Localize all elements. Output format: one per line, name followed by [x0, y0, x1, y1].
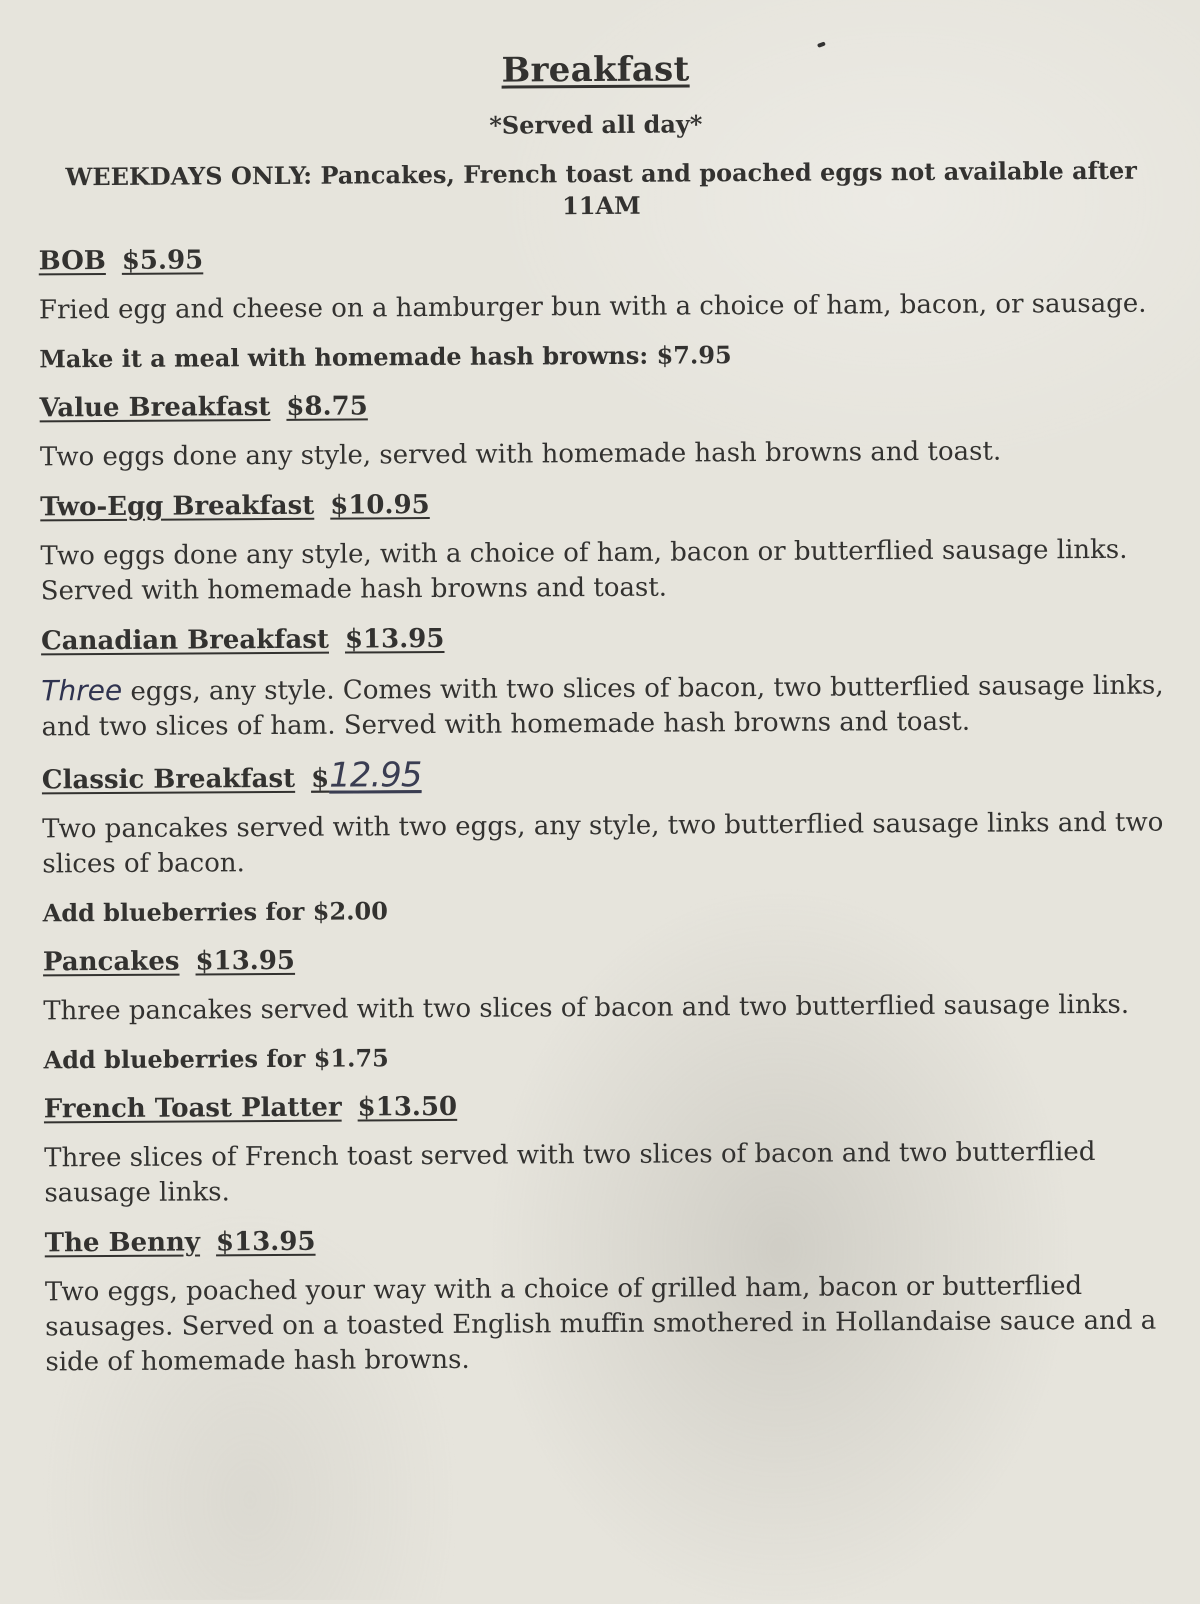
menu-item-price: $13.95: [215, 1226, 316, 1258]
pen-mark: [817, 41, 826, 48]
menu-item-price: $13.50: [357, 1091, 458, 1123]
menu-item-description: [41, 666, 1191, 745]
menu-item-heading: [39, 383, 1189, 426]
menu-item-price: $13.95: [344, 623, 445, 655]
menu-item-name: Value Breakfast: [39, 392, 271, 424]
menu-item-pancakes: [43, 937, 1194, 1077]
menu-item-name: Classic Breakfast: [41, 763, 296, 796]
menu-item-french-toast-platter: [44, 1084, 1195, 1211]
menu-item-description: Three slices of French toast served with two slices of bacon and two butterflied sausage links.: [44, 1136, 1096, 1209]
menu-item-price: $8.75: [286, 391, 368, 422]
menu-item-classic-breakfast: [42, 752, 1193, 930]
price-currency-symbol: $: [310, 763, 330, 794]
menu-item-heading: [43, 937, 1193, 980]
menu-item-heading: [44, 1084, 1194, 1127]
menu-item-heading: [45, 1218, 1195, 1261]
menu-item-value-breakfast: [39, 383, 1189, 475]
menu-item-canadian-breakfast: [41, 616, 1192, 745]
menu-item-heading: [40, 482, 1190, 525]
menu-item-price: $5.95: [121, 245, 204, 276]
menu-item-name: French Toast Platter: [43, 1092, 342, 1125]
menu-item-name: The Benny: [44, 1227, 201, 1259]
menu-item-description-text: eggs, any style. Comes with two slices of bacon, two butterflied sausage links, and two slices of ham. Served with homemade hash browns and toast.: [41, 670, 1164, 743]
menu-item-description: Two eggs, poached your way with a choice of grilled ham, bacon or butterflied sausages. Served on a toasted English muffin smothered in Hollandaise sauce and a side of homemade hash browns.: [44, 1271, 1157, 1378]
menu-item-description: Two pancakes served with two eggs, any style, two butterflied sausage links and two slices of bacon.: [42, 807, 1164, 880]
menu-item-name: Canadian Breakfast: [40, 624, 330, 657]
menu-item-description: Two eggs done any style, served with homemade hash browns and toast.: [39, 436, 1002, 473]
menu-item-addon: Make it a meal with homemade hash browns: $7.95: [39, 340, 732, 374]
menu-item-name: BOB: [38, 246, 106, 277]
menu-item-description: Fried egg and cheese on a hamburger bun with a choice of ham, bacon, or sausage.: [38, 288, 1147, 326]
menu-item-description: Three pancakes served with two slices of bacon and two butterflied sausage links.: [43, 989, 1130, 1027]
menu-title: Breakfast: [501, 49, 690, 91]
menu-item-price: $10.95: [330, 490, 430, 521]
availability-notice: [36, 155, 1166, 226]
menu-subtitle: *Served all day*: [489, 109, 703, 140]
menu-item-price: [311, 757, 422, 797]
menu-item-heading: [41, 616, 1191, 659]
menu-item-price: $13.95: [195, 945, 296, 977]
menu-item-name: Pancakes: [42, 946, 180, 978]
menu-item-bob: [39, 236, 1190, 376]
menu-item-addon: Add blueberries for $1.75: [43, 1043, 389, 1075]
menu-item-heading: [39, 236, 1189, 279]
handwritten-correction: Three: [41, 673, 123, 708]
menu-item-addon: Add blueberries for $2.00: [42, 896, 388, 928]
availability-notice-line-2: 11AM: [561, 190, 641, 221]
menu-items: [39, 236, 1196, 1394]
menu-item-heading: [42, 752, 1192, 798]
menu-item-name: Two-Egg Breakfast: [40, 490, 315, 523]
menu-item-description: Two eggs done any style, with a choice of ham, bacon or butterflied sausage links. Served with homemade hash browns and toast.: [40, 534, 1128, 607]
handwritten-price: 12.95: [329, 755, 422, 796]
menu-item-two-egg-breakfast: [40, 482, 1191, 609]
availability-notice-line-1: WEEKDAYS ONLY: Pancakes, French toast and poached eggs not available after: [65, 155, 1137, 192]
menu-item-the-benny: [45, 1218, 1196, 1380]
